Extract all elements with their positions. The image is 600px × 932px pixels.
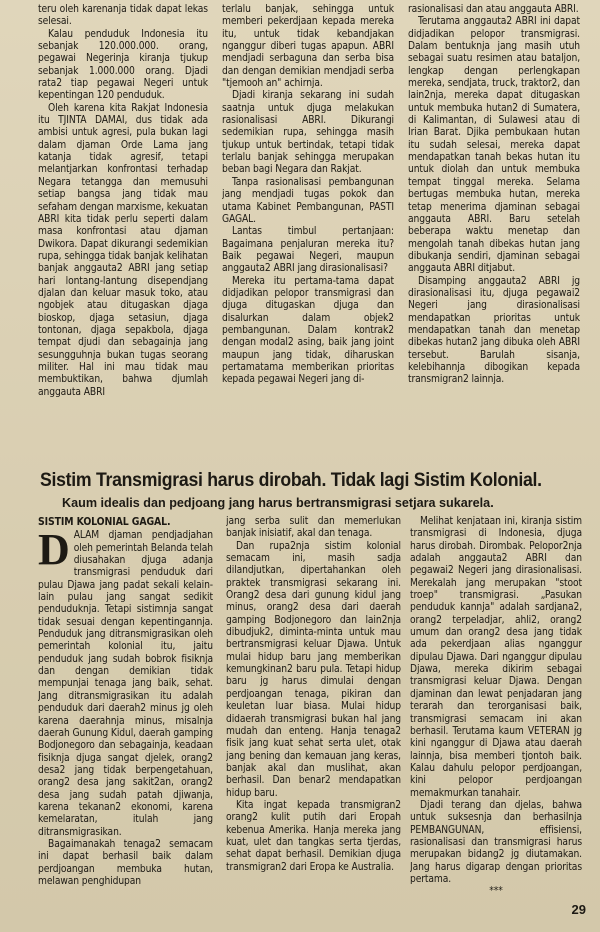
drop-cap: D — [38, 525, 70, 575]
paragraph: Djadi terang dan djelas, bahwa untuk suksesnja dan berhasilnja PEMBANGUNAN, effisiensi, rasionalisasi dan transmigrasi harus merupakan bidang2 jg diutamakan. Jang harus digarap dengan prioritas pertama. — [410, 799, 582, 885]
paragraph: Oleh karena kita Rakjat Indonesia itu TJINTA DAMAI, dus tidak ada ambisi untuk agresi, pula bukan lagi dalam djaman Orde Lama jang katanja tidak agresif, tetapi melantjarkan konfrontasi terhadap Negara tetangga dan memusuhi setiap bangsa jang tidak mau sefaham dengan marxisme, kekuatan ABRI kita tidak perlu seperti dalam masa konfrontasi atau djaman Dwikora. Dapat dikurangi sedemikian rupa, sehingga tidak banjak kelihatan banjak anggauta2 ABRI jang setiap hari lontang-lantung disependjang djalan dan keluar masuk toko, atau ngobjek atau ditugaskan djaga bioskop, djaga setasiun, djaga tontonan, djaga sepakbola, djaga tempat djudi dan sebagainja jang sesungguhnja bukan tugas seorang militer. Hal ini mau tidak mau membuktikan, bahwa djumlah anggauta ABRI — [38, 102, 208, 398]
paragraph: teru oleh karenanja tidak dapat lekas selesai. — [38, 4, 208, 28]
paragraph: Lantas timbul pertanjaan: Bagaimana penjaluran mereka itu? Baik pegawai Negeri, maupun anggauta2 ABRI jang dirasionalisasi? — [222, 226, 394, 275]
top-column-1 — [38, 4, 208, 466]
section-title: SISTIM KOLONIAL GAGAL. — [38, 516, 171, 528]
paragraph: Bagaimanakah tenaga2 semacam ini dapat berhasil baik dalam perdjoangan membuka hutan, melawan penghidupan — [38, 838, 213, 887]
article-subheadline: Kaum idealis dan pedjoang jang harus bertransmigrasi setjara sukarela. — [62, 495, 494, 510]
top-column-3 — [408, 4, 580, 466]
paragraph: Kita ingat kepada transmigran2 orang2 kulit putih dari Eropah kebenua Amerika. Hanja mereka jang kuat, ulet dan tangkas serta tjerdas, sehat dapat berhasil. Demikian djuga transmigran2 dari Eropa ke Australia. — [226, 799, 401, 873]
paragraph: ALAM djaman pendjadjahan oleh pemerintah Belanda telah diusahakan djuga adanja transmigrasi penduduk dari pulau Djawa jang padat sekali kelain-lain pulau jang sangat sedikit penduduknja. Tetapi sistimnja sangat tidak sesuai dengan kepentingannja. Penduduk jang ditransmigrasikan oleh pemerintah kolonial itu, jaitu penduduk jang sudah bobrok fisiknja dan dengan demikian tidak mempunjai tenaga jang baik, sehat. Jang ditransmigrasikan itu adalah penduduk dari daerah2 minus jg oleh karena daerahnja minus, misalnja daerah Gunung Kidul, daerah gamping Bodjonegoro dan sebagainja, keadaan fisiknja djuga sangat djelek, orang2 desa2 jang tidak berpengetahuan, orang2 desa jang sakit2an, orang2 desa jang sudah patah djiwanja, karena tekanan2 ekonomi, karena kemelaratan, itulah jang ditransmigrasikan. — [38, 530, 213, 838]
paragraph: Djadi kiranja sekarang ini sudah saatnja untuk djuga melakukan rasionalisasi ABRI. Dikurangi sedemikian rupa, sehingga masih tjukup untuk bertindak, tetapi tidak terlalu banjak sehingga merupakan beban bagi Negara dan Rakjat. — [222, 90, 394, 176]
paragraph: Melihat kenjataan ini, kiranja sistim transmigrasi di Indonesia, djuga harus dirobah. Dirombak. Pelopor2nja adalah anggauta2 ABRI dan pegawai2 Negeri jang dirasionalisasi. Merekalah jang merupakan "stoot troep" transmigrasi. „Pasukan penduduk kannja" adalah sardjana2, orang2 terpeladjar, ahli2, orang2 umum dan orang2 desa jang tidak ada pekerdjaan alias nganggur dipulau Djawa. Dari nganggur dipulau Djawa, mereka dikirim sebagai transmigrasi keluar Djawa. Dengan djaminan dan lewat penjadaran jang terarah dan terorganisasi baik, transmigrasi semacam ini akan berhasil. Terutama kaum VETERAN jg kini nganggur di Djawa atau daerah lainnja, bisa memberi tjontoh baik. Kalau dahulu pelopor perdjoangan, kini pelopor perdjoangan memakmurkan tanahair. — [410, 516, 582, 799]
paragraph: Kalau penduduk Indonesia itu sebanjak 120.000.000. orang, pegawai Negerinja kiranja tjukup sebanjak 1.000.000 orang. Djadi rata2 tiap pegawai Negeri untuk kepentingan 120 penduduk. — [38, 28, 208, 102]
paragraph: Mereka itu pertama-tama dapat didjadikan pelopor transmigrasi dan djuga ditugaskan djuga dan disalurkan dalam objek2 pembangunan. Dalam kontrak2 dengan modal2 asing, baik jang joint maupun jang tidak, diharuskan pertamatama memberikan prioritas kepada pegawai Negeri jang di- — [222, 275, 394, 386]
paragraph: Disamping anggauta2 ABRI jg dirasionalisasi itu, djuga pegawai2 Negeri jang dirasionalisasi mendapatkan prioritas untuk mendapatkan tanah dan menetap dibekas hutan2 jang dibuka oleh ABRI tersebut. Barulah sisanja, kelebihannja dibogikan kepada transmigran2 lainnja. — [408, 275, 580, 386]
paragraph: Tanpa rasionalisasi pembangunan jang mendjadi tugas pokok dan utama Kabinet Pembangunan, PASTI GAGAL. — [222, 176, 394, 225]
end-mark: *** — [489, 886, 503, 898]
article-headline: Sistim Transmigrasi harus dirobah. Tidak lagi Sistim Kolonial. — [40, 470, 542, 491]
paragraph: terlalu banjak, sehingga untuk memberi pekerdjaan kepada mereka itu, untuk tidak kebandjakan nganggur diberi tugas apapun. ABRI mendjadi serbaguna dan serba bisa dan dengan demikian mendjadi serba "tjemooh an" achirnja. — [222, 4, 394, 90]
page-number: 29 — [571, 902, 586, 917]
top-column-2 — [222, 4, 394, 466]
paragraph: rasionalisasi dan atau anggauta ABRI. — [408, 4, 579, 15]
paragraph: Dan rupa2nja sistim kolonial semacam ini, masih sadja dilandjutkan, dipertahankan oleh praktek transmigrasi sekarang ini. Orang2 desa dari gunung kidul jang minus, orang2 desa dari daerah gamping Bodjonegoro dan lain2nja dibudjuk2, diminta-minta untuk mau bertransmigrasi keluar Djawa. Untuk mulai hidup baru jang memberikan kemungkinan2 baru pula. Tetapi hidup baru jg harus dimulai dengan perdjoangan tenaga, pikiran dan keuletan luar biasa. Mulai hidup didaerah transmigrasi bukan hal jang mudah dan enteng. Hanja tenaga2 fisik jang kuat sehat serta ulet, otak jang bening dan kemauan jang keras, banjak akal dan muslihat, akan berhasil. Dan benar2 mendapatkan hidup baru. — [226, 540, 401, 799]
bottom-column-2 — [226, 516, 401, 922]
paragraph: Terutama anggauta2 ABRI ini dapat didjadikan pelopor transmigrasi. Dalam bentuknja jang masih utuh sebagai suatu resimen atau bataljon, lengkap dengan perlengkapan mereka, sendjata, truck, traktor2, dan lain2nja, mereka dapat ditugaskan untuk membuka hutan2 di Sumatera, di Kalimantan, di Sulawesi atau di Irian Barat. Djika pembukaan hutan itu sudah selesai, mereka dapat mendapatkan tanah bekas hutan itu untuk diolah dan untuk membuka tempat tinggal mereka. Selama bertugas membuka hutan, mereka tetap menerima djaminan sebagai anggauta ABRI. Baru setelah beberapa waktu menetap dan mengolah tanah dibekas hutan jang dibukanja sendiri, djaminan sebagai anggauta ABRI ditjabut. — [408, 16, 580, 275]
bottom-column-3 — [410, 516, 582, 908]
paragraph: jang serba sulit dan memerlukan banjak inisiatif, akal dan tenaga. — [226, 516, 401, 540]
bottom-column-1 — [38, 516, 213, 908]
